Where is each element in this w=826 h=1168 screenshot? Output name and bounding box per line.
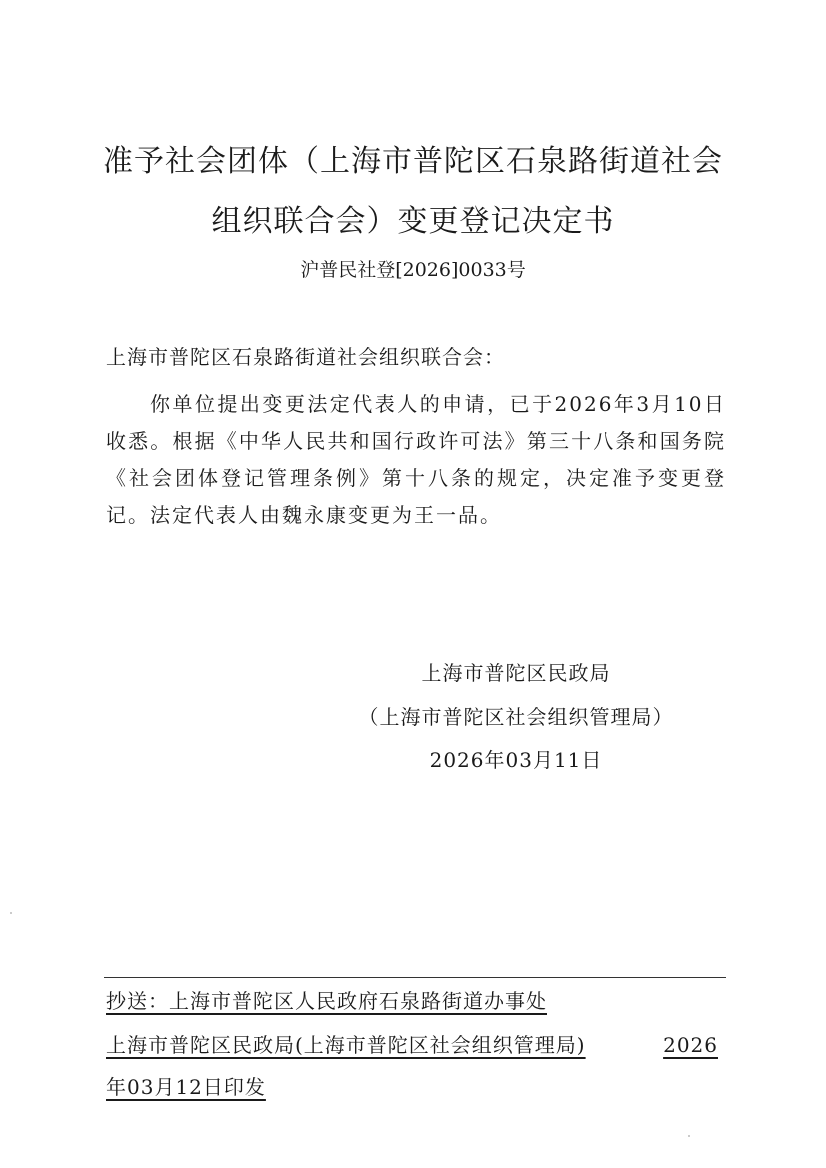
signature-issuer: 上海市普陀区民政局 bbox=[421, 661, 611, 685]
signature-date: 2026年03月11日 bbox=[429, 748, 603, 772]
document-number: 沪普民社登[2026]0033号 bbox=[300, 259, 526, 281]
footer-divider bbox=[104, 977, 726, 978]
printed-by-line bbox=[106, 1030, 718, 1060]
body-paragraph: 你单位提出变更法定代表人的申请，已于2026年3月10日收悉。根据《中华人民共和国行政许可法》第三十八条和国务院《社会团体登记管理条例》第十八条的规定，决定准予变更登记。法定代表人由魏永康变更为王一品。 bbox=[106, 392, 726, 527]
document-title: 准予社会团体（上海市普陀区石泉路街道社会组织联合会）变更登记决定书 bbox=[103, 144, 723, 239]
scan-speck bbox=[688, 1135, 690, 1137]
scan-speck bbox=[10, 912, 12, 914]
printed-year: 2026 bbox=[663, 1033, 718, 1057]
cc-line: 抄送：上海市普陀区人民政府石泉路街道办事处 bbox=[106, 989, 547, 1013]
addressee: 上海市普陀区石泉路街道社会组织联合会： bbox=[106, 345, 505, 369]
printed-by-office: 上海市普陀区民政局(上海市普陀区社会组织管理局) bbox=[106, 1033, 586, 1057]
signature-issuer-alias: （上海市普陀区社会组织管理局） bbox=[358, 705, 674, 729]
printed-date-line: 年03月12日印发 bbox=[106, 1075, 266, 1099]
